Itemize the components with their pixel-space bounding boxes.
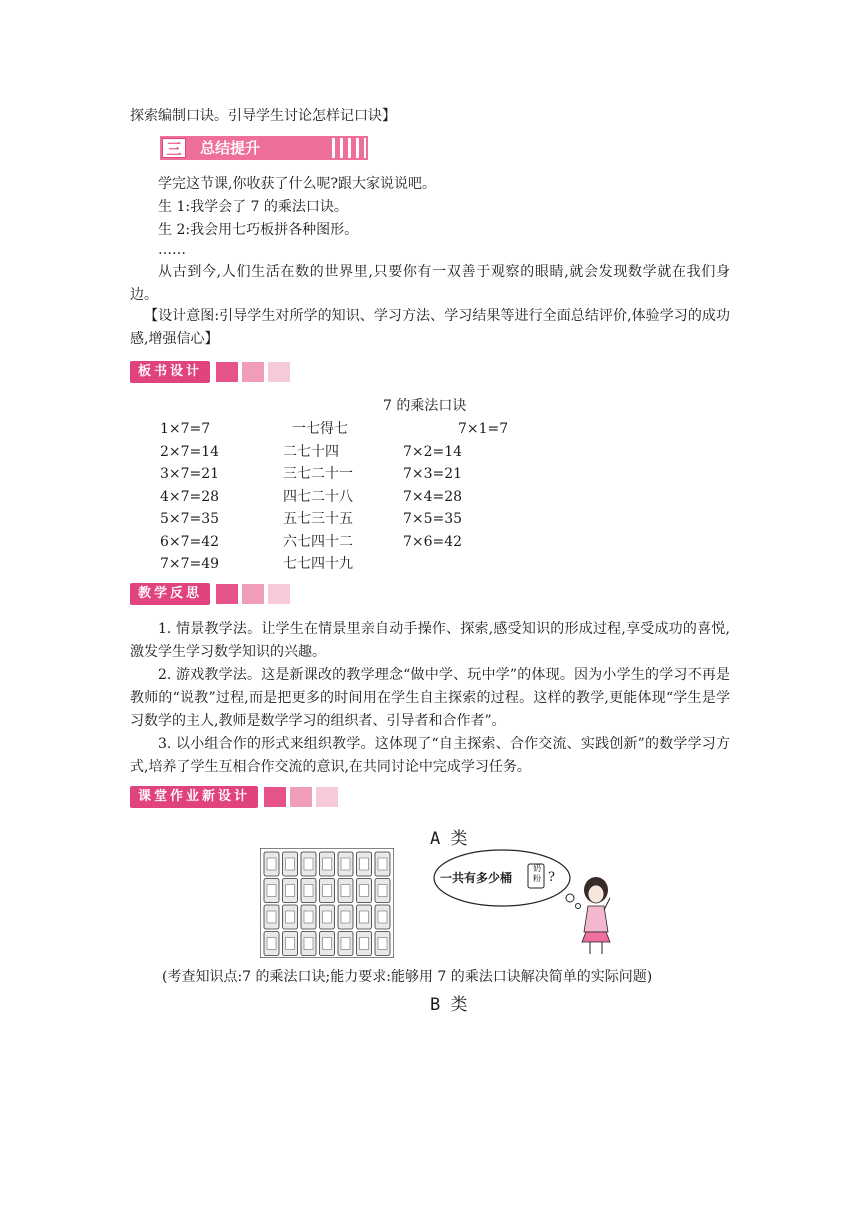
board-row-equation: 6×7=42 (160, 533, 220, 550)
board-row-equation-reverse: 7×6=42 (403, 533, 463, 550)
board-row-rhyme: 六七四十二 (283, 533, 353, 550)
board-row-rhyme: 二七十四 (283, 443, 339, 460)
board-row-equation: 7×7=49 (160, 556, 220, 572)
board-row-equation-reverse: 7×3=21 (403, 466, 463, 482)
summary-line-1: 学完这节课,你收获了什么呢?跟大家说说吧。 (158, 176, 436, 192)
category-b: B 类 (430, 995, 468, 1015)
reflection-item-2: 2. 游戏教学法。这是新课改的教学理念“做中学、玩中学”的体现。因为小学生的学习不再是教师的“说教”过程,而是把更多的时间用在学生自主探索的过程。这样的教学,更能体现“学生是学习数学的主人,教师是数学学习的组织者、引导者和合作者”。 (130, 667, 730, 729)
reflection-title: 教学反思 (130, 583, 210, 605)
board-header (130, 360, 290, 384)
board-row-equation: 2×7=14 (160, 443, 220, 460)
reflection-item-1: 1. 情景教学法。让学生在情景里亲自动手操作、探索,感受知识的形成过程,享受成功的喜悦,激发学生学习数学知识的兴趣。 (130, 621, 730, 660)
section-number: 三 (162, 138, 186, 158)
summary-line-4: …… (158, 242, 186, 258)
board-row-equation: 1×7=7 (160, 421, 211, 437)
board-row-rhyme: 四七二十八 (283, 488, 353, 505)
can-label: 奶粉 (533, 864, 541, 883)
board-row-equation: 4×7=28 (160, 488, 220, 505)
intro-line: 探索编制口诀。引导学生讨论怎样记口诀】 (130, 108, 396, 124)
homework-note: (考查知识点:7 的乘法口诀;能力要求:能够用 7 的乘法口诀解决简单的实际问题) (162, 969, 653, 985)
board-row-rhyme: 五七三十五 (283, 511, 353, 527)
milk-can-grid-illustration (260, 848, 394, 958)
board-row-rhyme: 七七四十九 (283, 556, 353, 572)
summary-closing: 从古到今,人们生活在数的世界里,只要你有一双善于观察的眼睛,就会发现数学就在我们身边。 (130, 264, 730, 303)
summary-line-2: 生 1:我学会了 7 的乘法口诀。 (158, 199, 348, 215)
homework-title: 课堂作业新设计 (130, 786, 258, 808)
board-row-equation-reverse: 7×4=28 (403, 488, 463, 505)
section-title: 总结提升 (200, 139, 261, 157)
speech-question-mark: ? (548, 870, 555, 885)
board-row-equation: 3×7=21 (160, 466, 220, 482)
summary-line-3: 生 2:我会用七巧板拼各种图形。 (158, 222, 359, 238)
board-title: 板书设计 (130, 361, 210, 383)
board-heading: 7 的乘法口诀 (383, 398, 467, 414)
reflection-header (130, 582, 290, 606)
category-a: A 类 (430, 829, 468, 849)
board-row-equation-reverse: 7×1=7 (458, 421, 509, 437)
board-row-equation-reverse: 7×2=14 (403, 443, 463, 460)
speech-text: 一共有多少桶 (440, 871, 513, 885)
homework-header (130, 785, 338, 809)
speech-bubble-illustration (432, 848, 612, 960)
stripe-decoration (332, 138, 366, 158)
board-row-rhyme: 三七二十一 (283, 466, 353, 482)
board-row-equation: 5×7=35 (160, 511, 220, 527)
design-intent: 【设计意图:引导学生对所学的知识、学习方法、学习结果等进行全面总结评价,体验学习的成功感,增强信心】 (130, 308, 730, 347)
board-row-rhyme: 一七得七 (292, 421, 348, 437)
reflection-item-3: 3. 以小组合作的形式来组织教学。这体现了“自主探索、合作交流、实践创新”的数学学习方式,培养了学生互相合作交流的意识,在共同讨论中完成学习任务。 (130, 736, 730, 775)
board-row-equation-reverse: 7×5=35 (403, 511, 463, 527)
